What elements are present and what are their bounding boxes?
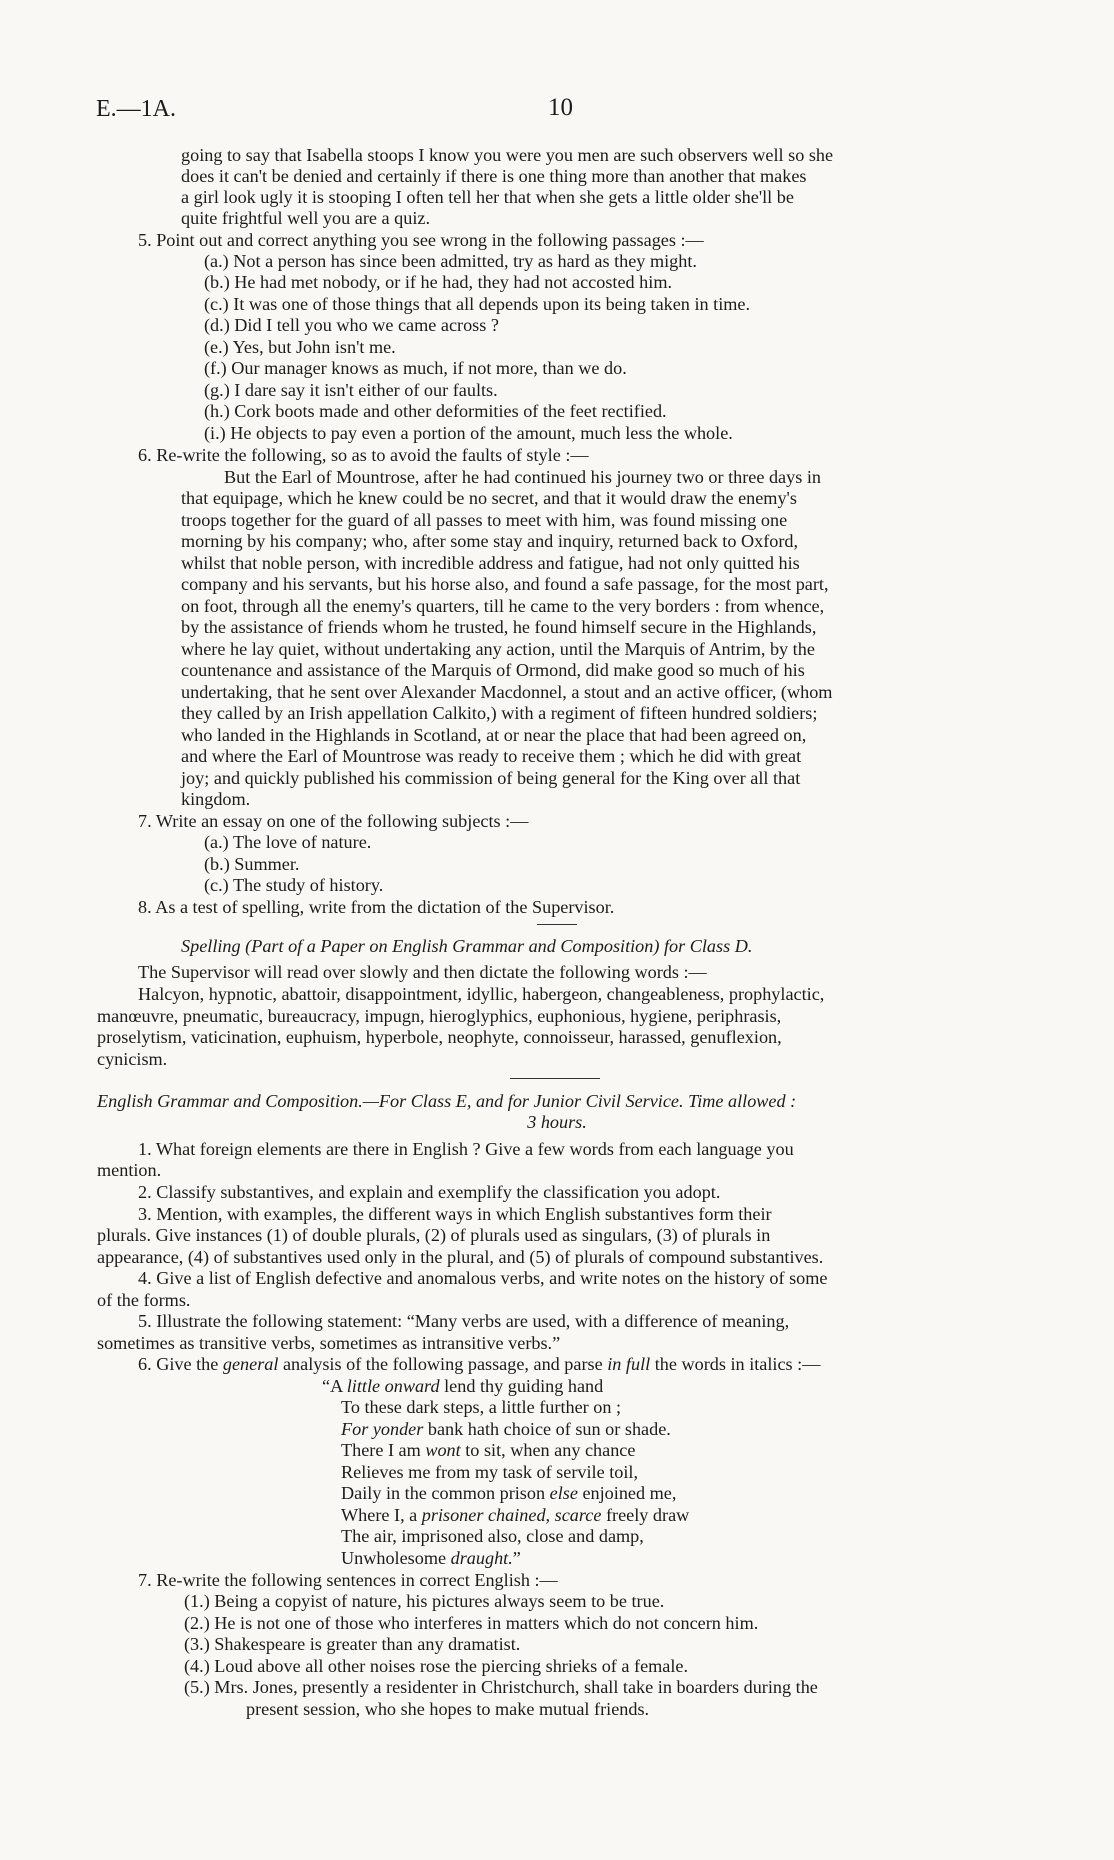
grammar-question-line: 1. What foreign elements are there in English ? Give a few words from each language you — [138, 1139, 794, 1159]
section-divider — [537, 924, 577, 925]
poem-line — [341, 1526, 644, 1547]
passage-line: morning by his company; who, after some stay and inquiry, returned back to Oxford, — [181, 531, 799, 551]
text-run: To these dark steps, a little further on ; — [341, 1397, 622, 1417]
spelling-words-line: cynicism. — [97, 1049, 168, 1069]
spelling-heading: Spelling (Part of a Paper on English Grammar and Composition) for Class D. — [181, 936, 753, 956]
grammar-question-line: sometimes as transitive verbs, sometimes as intransitive verbs.” — [97, 1333, 561, 1353]
q5-item: (c.) It was one of those things that all depends upon its being taken in time. — [204, 294, 751, 314]
question-8: 8. As a test of spelling, write from the dictation of the Supervisor. — [138, 897, 615, 917]
passage-line: on foot, through all the enemy's quarters, till he came to the very borders : from whence, — [181, 596, 825, 616]
grammar-time-allowed: 3 hours. — [527, 1112, 587, 1132]
italic-run: draught. — [450, 1548, 513, 1568]
text-run: 6. Give the — [138, 1354, 223, 1374]
grammar-question-line: mention. — [97, 1160, 162, 1180]
q5-item: (g.) I dare say it isn't either of our faults. — [204, 380, 498, 400]
grammar-question-6 — [138, 1354, 820, 1375]
q5-item: (b.) He had met nobody, or if he had, they had not accosted him. — [204, 272, 673, 292]
grammar-question-line: plurals. Give instances (1) of double plurals, (2) of plurals used as singulars, (3) of plurals in — [97, 1225, 771, 1245]
text-run: Where I, a — [341, 1505, 422, 1525]
passage-line: whilst that noble person, with incredible address and fatigue, had not only quitted his — [181, 553, 800, 573]
passage-line: and where the Earl of Mountrose was ready to receive them ; which he did with great — [181, 746, 802, 766]
italic-run: in full — [607, 1354, 651, 1374]
passage-line: troops together for the guard of all passes to meet with him, was found missing one — [181, 510, 788, 530]
grammar-q7-item: (3.) Shakespeare is greater than any dramatist. — [184, 1634, 521, 1654]
question-7-heading: 7. Write an essay on one of the following subjects :— — [138, 811, 529, 831]
section-divider — [510, 1078, 600, 1079]
q5-item: (d.) Did I tell you who we came across ? — [204, 315, 499, 335]
grammar-question-7-heading: 7. Re-write the following sentences in correct English :— — [138, 1570, 558, 1590]
poem-line — [341, 1462, 638, 1483]
text-run: The air, imprisoned also, close and damp, — [341, 1526, 644, 1546]
grammar-q7-item: present session, who she hopes to make mutual friends. — [246, 1699, 650, 1719]
q5-item: (i.) He objects to pay even a portion of the amount, much less the whole. — [204, 423, 733, 443]
text-run: ” — [512, 1548, 521, 1568]
spelling-words-line: Halcyon, hypnotic, abattoir, disappointment, idyllic, habergeon, changeableness, prophylactic, — [138, 984, 825, 1004]
document-reference: E.—1A. — [96, 96, 176, 122]
question-5-heading: 5. Point out and correct anything you see wrong in the following passages :— — [138, 230, 704, 250]
q7-item: (c.) The study of history. — [204, 875, 384, 895]
grammar-question-line: 2. Classify substantives, and explain and exemplify the classification you adopt. — [138, 1182, 721, 1202]
text-run: lend thy guiding hand — [439, 1376, 604, 1396]
spelling-intro: The Supervisor will read over slowly and then dictate the following words :— — [138, 962, 707, 982]
passage-line: undertaking, that he sent over Alexander Macdonnel, a stout and an active officer, (whom — [181, 682, 833, 702]
passage-line: But the Earl of Mountrose, after he had continued his journey two or three days in — [224, 467, 821, 487]
q7-item: (b.) Summer. — [204, 854, 300, 874]
italic-run: For yonder — [341, 1419, 424, 1439]
text-run: “A — [322, 1376, 347, 1396]
grammar-question-line: appearance, (4) of substantives used only in the plural, and (5) of plurals of compound substantives. — [97, 1247, 824, 1267]
grammar-heading: English Grammar and Composition.—For Class E, and for Junior Civil Service. Time allowed : — [97, 1091, 797, 1111]
spelling-words-line: proselytism, vaticination, euphuism, hyperbole, neophyte, connoisseur, harassed, genuflexion, — [97, 1027, 782, 1047]
passage-line: countenance and assistance of the Marquis of Ormond, did make good so much of his — [181, 660, 805, 680]
q5-item: (h.) Cork boots made and other deformities of the feet rectified. — [204, 401, 667, 421]
passage-line: joy; and quickly published his commission of being general for the King over all that — [181, 768, 801, 788]
text-run: bank hath choice of sun or shade. — [423, 1419, 671, 1439]
text-run: to sit, when any chance — [460, 1440, 636, 1460]
italic-run: prisoner chained, scarce — [421, 1505, 602, 1525]
italic-run: else — [549, 1483, 578, 1503]
passage-line: company and his servants, but his horse also, and found a safe passage, for the most part, — [181, 574, 829, 594]
grammar-q7-item: (4.) Loud above all other noises rose the piercing shrieks of a female. — [184, 1656, 689, 1676]
passage-line: by the assistance of friends whom he trusted, he found himself secure in the Highlands, — [181, 617, 817, 637]
passage-line: who landed in the Highlands in Scotland, at or near the place that had been agreed on, — [181, 725, 807, 745]
grammar-question-line: 4. Give a list of English defective and anomalous verbs, and write notes on the history of some — [138, 1268, 828, 1288]
passage-line: they called by an Irish appellation Calkito,) with a regiment of fifteen hundred soldiers; — [181, 703, 818, 723]
text-run: Relieves me from my task of servile toil, — [341, 1462, 638, 1482]
passage-line: where he lay quiet, without undertaking any action, until the Marquis of Antrim, by the — [181, 639, 815, 659]
text-run: the words in italics :— — [650, 1354, 821, 1374]
italic-run: general — [222, 1354, 279, 1374]
text-run: Daily in the common prison — [341, 1483, 550, 1503]
poem-line — [341, 1505, 689, 1526]
poem-line — [341, 1548, 521, 1569]
text-line: does it can't be denied and certainly if there is one thing more than another that makes — [181, 166, 807, 186]
grammar-q7-item: (2.) He is not one of those who interferes in matters which do not concern him. — [184, 1613, 759, 1633]
spelling-words-line: manœuvre, pneumatic, bureaucracy, impugn, hieroglyphics, euphonious, hygiene, periphrasis, — [97, 1006, 782, 1026]
q5-item: (e.) Yes, but John isn't me. — [204, 337, 396, 357]
grammar-question-line: 3. Mention, with examples, the different ways in which English substantives form their — [138, 1204, 772, 1224]
grammar-question-line: of the forms. — [97, 1290, 191, 1310]
grammar-q7-item: (5.) Mrs. Jones, presently a residenter in Christchurch, shall take in boarders during the — [184, 1677, 818, 1697]
poem-line — [322, 1376, 603, 1397]
text-line: going to say that Isabella stoops I know you were you men are such observers well so she — [181, 145, 834, 165]
grammar-question-line: 5. Illustrate the following statement: “Many verbs are used, with a difference of meaning, — [138, 1311, 790, 1331]
text-run: There I am — [341, 1440, 426, 1460]
text-line: a girl look ugly it is stooping I often tell her that when she gets a little older she'll be — [181, 187, 794, 207]
text-run: freely draw — [601, 1505, 690, 1525]
italic-run: little onward — [346, 1376, 440, 1396]
question-6-heading: 6. Re-write the following, so as to avoid the faults of style :— — [138, 445, 589, 465]
poem-line — [341, 1483, 676, 1504]
text-run: enjoined me, — [577, 1483, 677, 1503]
q5-item: (a.) Not a person has since been admitted, try as hard as they might. — [204, 251, 697, 271]
text-run: Unwholesome — [341, 1548, 451, 1568]
poem-line — [341, 1440, 635, 1461]
text-run: analysis of the following passage, and parse — [278, 1354, 608, 1374]
passage-line: kingdom. — [181, 789, 251, 809]
poem-line — [341, 1419, 671, 1440]
grammar-q7-item: (1.) Being a copyist of nature, his pictures always seem to be true. — [184, 1591, 665, 1611]
page-number: 10 — [548, 94, 573, 121]
q7-item: (a.) The love of nature. — [204, 832, 372, 852]
italic-run: wont — [425, 1440, 461, 1460]
q5-item: (f.) Our manager knows as much, if not more, than we do. — [204, 358, 627, 378]
text-line: quite frightful well you are a quiz. — [181, 208, 430, 228]
poem-line — [341, 1397, 621, 1418]
passage-line: that equipage, which he knew could be no secret, and that it would draw the enemy's — [181, 488, 797, 508]
